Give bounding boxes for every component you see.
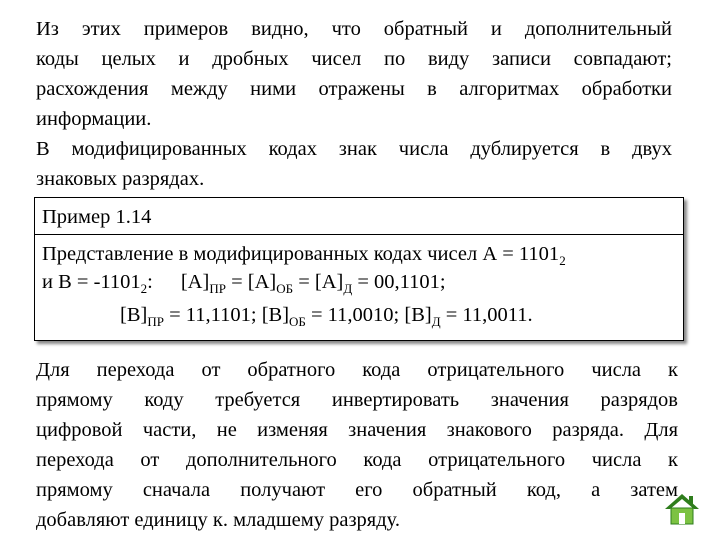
example-line-2 [42, 270, 446, 294]
example-text: [B] [120, 304, 148, 326]
text-line: коды целых и дробных чисел по виду записи совпадают; [36, 48, 672, 70]
subscript: ПР [209, 281, 226, 296]
example-title: Пример 1.14 [42, 206, 152, 228]
subscript: 2 [559, 253, 566, 268]
subscript: ОБ [289, 314, 306, 329]
subscript: 2 [140, 281, 148, 296]
text-line: цифровой части, не изменяя значения знакового разряда. Для [36, 419, 678, 441]
text-line: В модифицированных кодах знак числа дублируется в двух [36, 138, 672, 160]
example-text: : [147, 271, 153, 293]
example-text: [А] [180, 271, 210, 293]
example-line-1 [42, 242, 566, 266]
example-text: Представление в модифицированных кодах чисел А = 1101 [42, 243, 560, 265]
example-text: = 11,1101; [B] [163, 304, 290, 326]
example-text: и В = -1101 [42, 271, 141, 293]
text-line: добавляют единицу к. младшему разряду. [36, 509, 400, 531]
subscript: Д [343, 281, 353, 296]
text-line: Из этих примеров видно, что обратный и дополнительный [36, 18, 672, 40]
text-line: перехода от дополнительного кода отрицательного числа к [36, 449, 678, 471]
text-line: прямому сначала получают его обратный код, а затем [36, 479, 678, 501]
subscript: ОБ [276, 281, 294, 296]
example-text: = [А] [225, 271, 277, 293]
text-line: информации. [36, 108, 152, 130]
home-button[interactable] [664, 492, 700, 526]
home-icon [664, 492, 700, 526]
example-line-3 [120, 303, 533, 327]
example-text: = 00,1101; [352, 271, 446, 293]
example-text: = 11,0010; [B] [305, 304, 432, 326]
example-divider [35, 234, 683, 235]
text-line: прямому коду требуется инвертировать значения разрядов [36, 389, 678, 411]
subscript: Д [431, 314, 441, 329]
intro-paragraph [36, 14, 672, 194]
example-text: = 11,0011. [440, 304, 533, 326]
example-box [34, 197, 684, 341]
subscript: ПР [147, 314, 164, 329]
text-line: расхождения между ними отражены в алгоритмах обработки [36, 78, 672, 100]
text-line: знаковых разрядах. [36, 168, 205, 190]
text-line: Для перехода от обратного кода отрицательного числа к [36, 359, 678, 381]
conversion-paragraph [36, 355, 678, 535]
example-text: = [А] [293, 271, 344, 293]
